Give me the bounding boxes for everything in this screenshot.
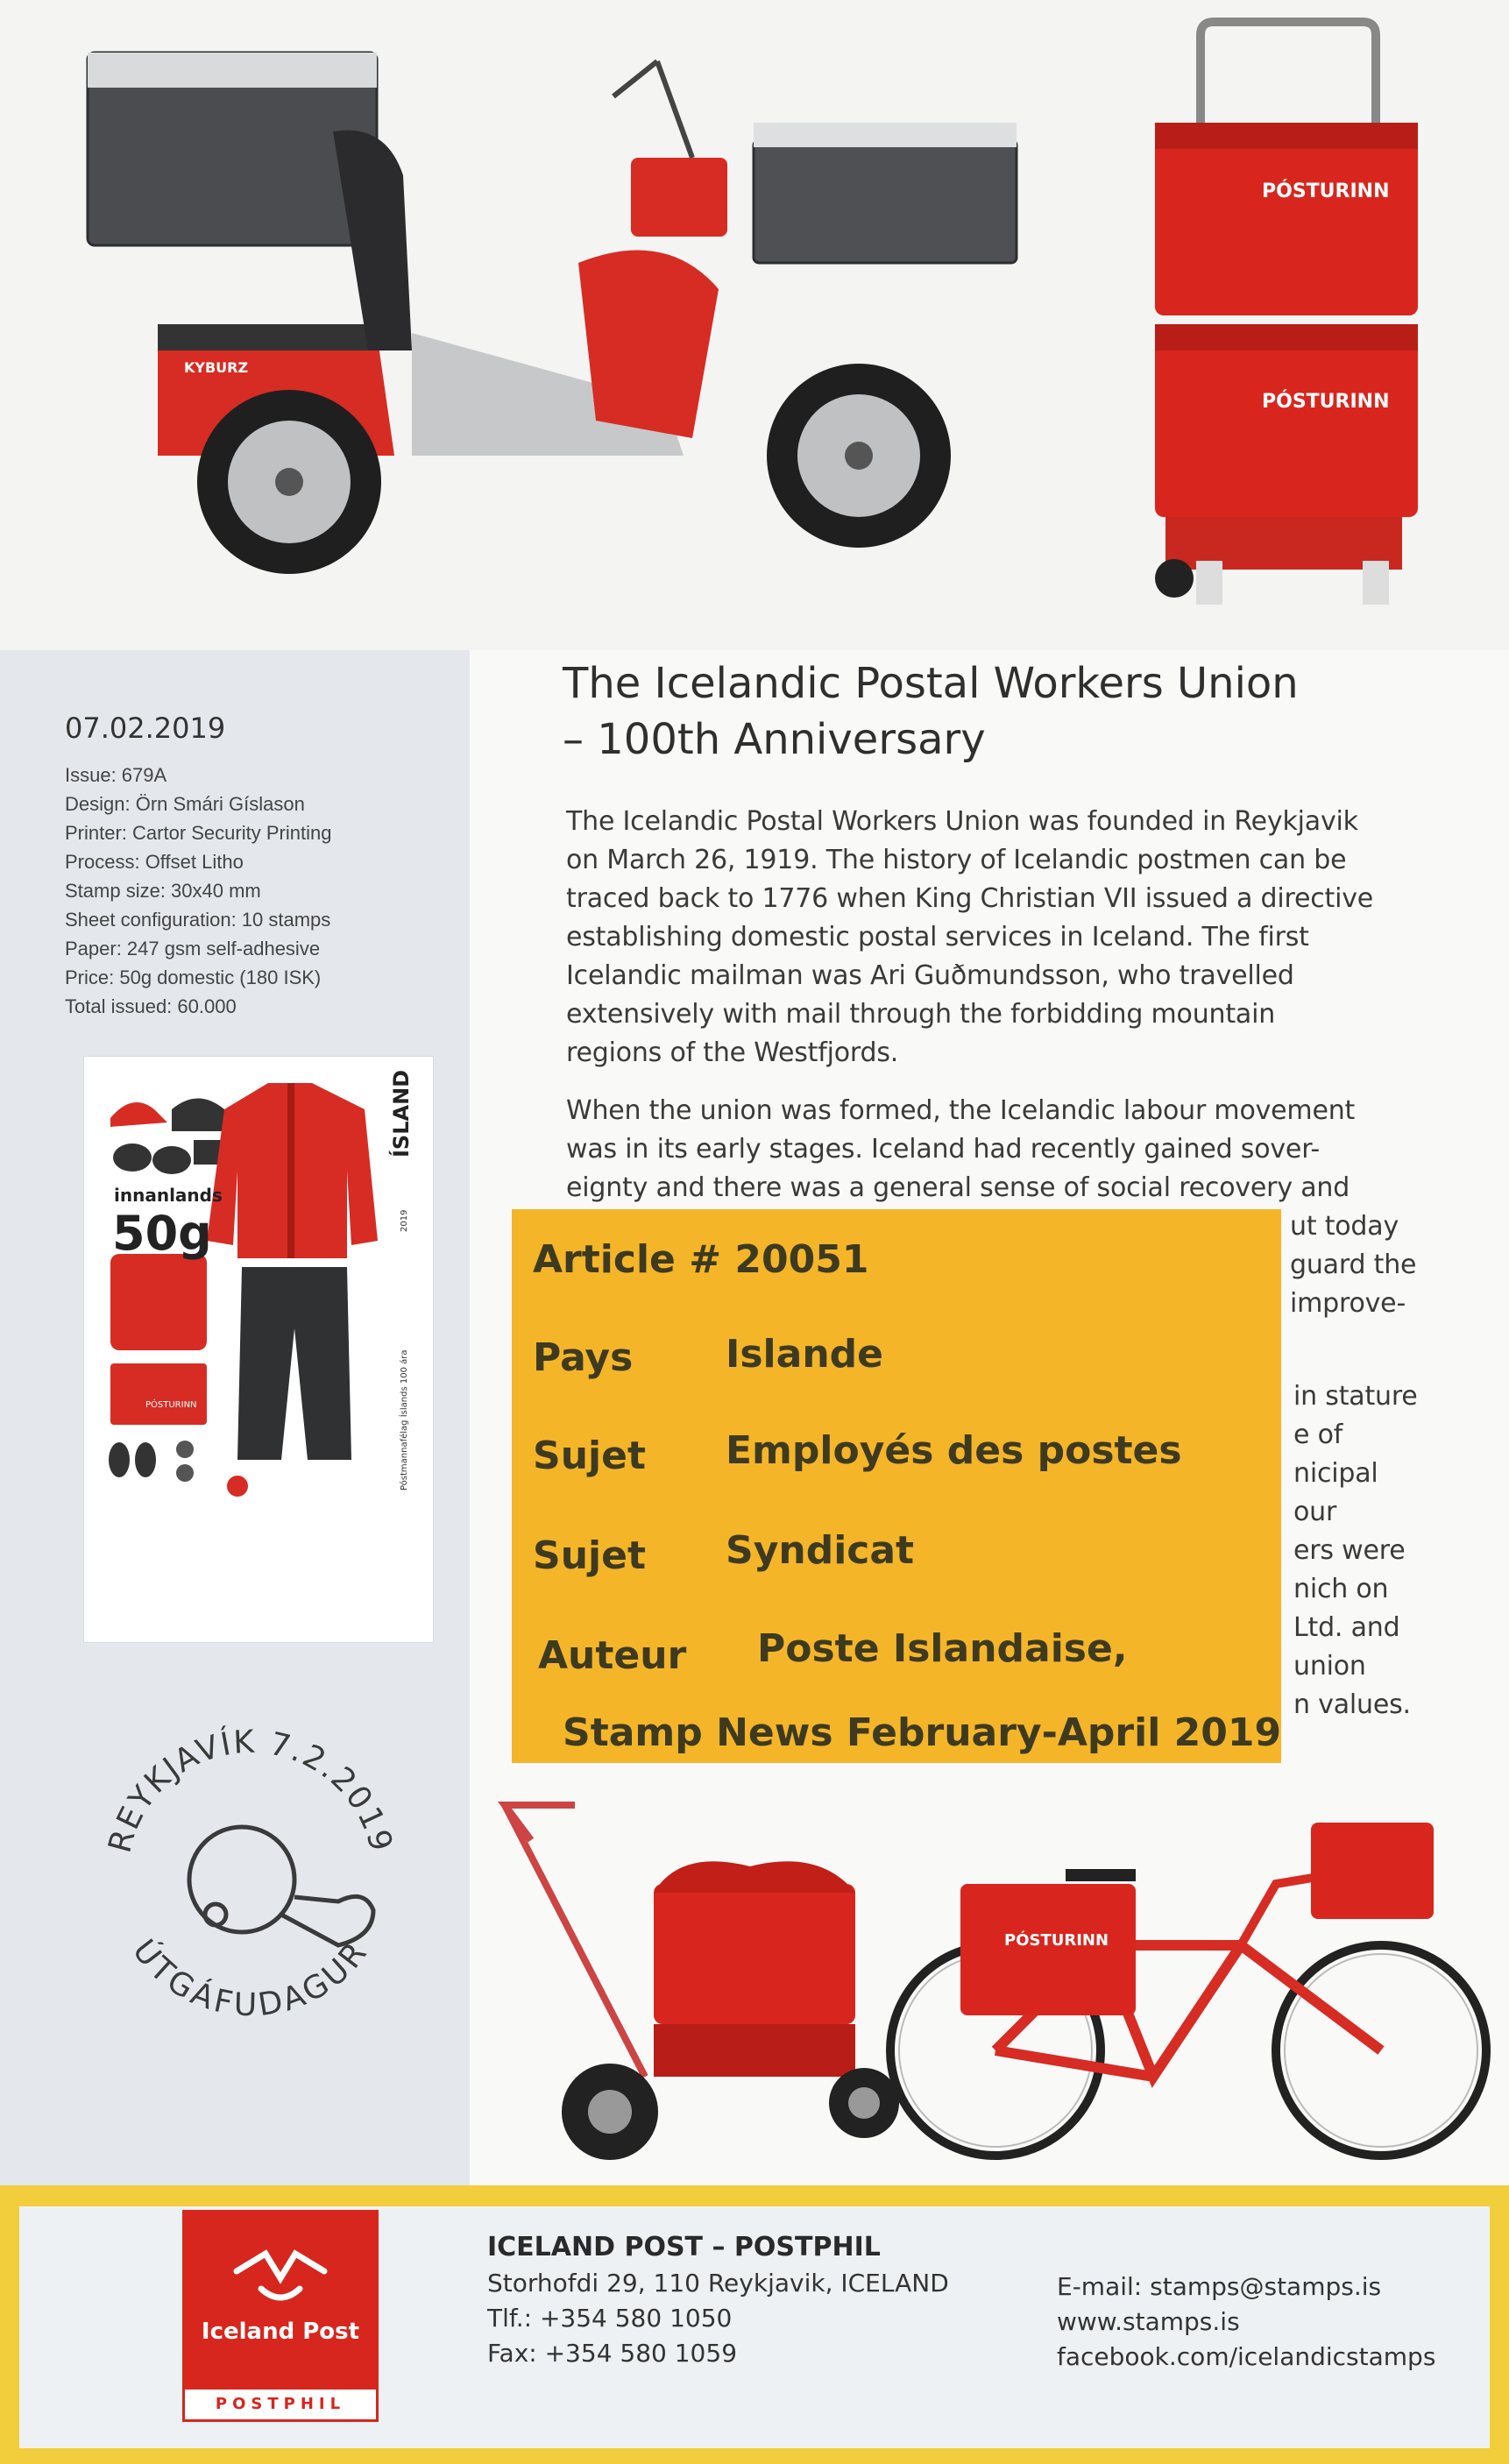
footer-org: ICELAND POST – POSTPHIL: [487, 2232, 881, 2262]
logo-strip: [182, 2387, 379, 2422]
logo-name: Iceland Post: [201, 2319, 360, 2345]
mailbag-icon: [110, 1363, 207, 1425]
issue-detail: Stamp size: 30x40 mm: [65, 880, 261, 902]
article-title: [563, 655, 1474, 768]
svg-text:REYKJAVÍK 7.2.2019: [102, 1724, 399, 1857]
stamp-artwork: [84, 1057, 433, 1642]
sticky-row-label: Auteur: [538, 1633, 687, 1678]
footer-address-block: [487, 2229, 995, 2371]
sticky-row-value: Islande: [726, 1332, 883, 1377]
electric-trike-image: [88, 53, 1017, 574]
article-line: Icelandic mailman was Ari Guðmundsson, who travelled: [566, 960, 1294, 991]
bottom-photos: [470, 1788, 1509, 2185]
stamp-year: 2019: [400, 1209, 409, 1232]
article-fragments: [1290, 1207, 1500, 1323]
footer-address: Storhofdi 29, 110 Reykjavik, ICELAND: [487, 2269, 949, 2298]
article-line: extensively with mail through the forbidding mountain: [566, 999, 1276, 1030]
stamp-rate-label: innanlands: [114, 1185, 223, 1206]
mail-trolley-image: [1155, 22, 1418, 605]
stamp-bag-label: PÓSTURINN: [145, 1400, 197, 1410]
sticky-label: [512, 1209, 1281, 1763]
postmark: [75, 1691, 426, 2042]
sticky-row-label: Pays: [533, 1335, 634, 1380]
mail-bicycle-image: [890, 1823, 1486, 2156]
article-fragment: Ltd. and: [1293, 1612, 1400, 1643]
iceland-post-logo: [182, 2210, 379, 2401]
issue-detail: Total issued: 60.000: [65, 995, 237, 1017]
footer-facebook-link[interactable]: facebook.com/icelandicstamps: [1057, 2342, 1436, 2371]
issue-date: 07.02.2019: [65, 712, 226, 745]
issue-detail: Issue: 679A: [65, 764, 167, 786]
article-line: traced back to 1776 when King Christian VII issued a directive: [566, 883, 1374, 914]
article-line: establishing domestic postal services in Iceland. The first: [566, 922, 1309, 952]
trolley-bag-label: PÓSTURINN: [1262, 391, 1390, 413]
sticky-row-value: Syndicat: [726, 1528, 915, 1573]
article-fragment: nicipal: [1293, 1458, 1378, 1489]
footer-web-link[interactable]: www.stamps.is: [1057, 2307, 1240, 2336]
article-fragment: union: [1293, 1651, 1366, 1682]
stamp-rate: 50g: [112, 1206, 212, 1261]
issue-detail: Paper: 247 gsm self-adhesive: [65, 938, 321, 959]
footer-contact-block: [1057, 2269, 1486, 2375]
article-fragment: e of: [1293, 1420, 1343, 1450]
header-photos: [0, 0, 1509, 650]
vest-icon: [110, 1254, 207, 1350]
sticky-row-value: Poste Islandaise,: [757, 1626, 1128, 1671]
footer-fax: Fax: +354 580 1059: [487, 2339, 738, 2368]
stamp-caption: Póstmannafélag Íslands 100 ára: [400, 1349, 409, 1490]
article-fragments: [1293, 1377, 1504, 1724]
article-fragment: our: [1293, 1497, 1337, 1527]
sticky-row-label: Sujet: [533, 1434, 646, 1478]
trolley-bag-label: PÓSTURINN: [1262, 181, 1390, 202]
article-title-line: – 100th Anniversary: [563, 715, 986, 764]
posthorn-icon: [182, 2210, 379, 2324]
bike-bag-label: PÓSTURINN: [1004, 1931, 1109, 1950]
article-fragment: guard the: [1290, 1250, 1417, 1280]
article-fragment: ut today: [1290, 1211, 1399, 1242]
postmark-bottom-text: ÚTGÁFUDAGUR: [124, 1933, 376, 2024]
posthorn-icon: [189, 1827, 373, 1945]
article-line: regions of the Westfjords.: [566, 1037, 899, 1068]
sticky-source: Stamp News February-April 2019: [563, 1710, 1282, 1755]
sticky-row-value: Employés des postes: [726, 1428, 1182, 1473]
article-fragment: improve-: [1290, 1288, 1406, 1319]
article-fragment: ers were: [1293, 1535, 1406, 1566]
sticky-row-label: Sujet: [533, 1533, 646, 1578]
article-line: on March 26, 1919. The history of Icelandic postmen can be: [566, 845, 1347, 875]
issue-details: [65, 761, 450, 1021]
article-title-line: The Icelandic Postal Workers Union: [563, 659, 1299, 708]
article-fragment: in stature: [1293, 1381, 1418, 1412]
issue-detail: Price: 50g domestic (180 ISK): [65, 966, 322, 988]
issue-detail: Sheet configuration: 10 stamps: [65, 909, 331, 931]
article-paragraph: [566, 1092, 1495, 1207]
article-paragraph: [566, 803, 1495, 1073]
article-line: was in its early stages. Iceland had recently gained sover-: [566, 1134, 1321, 1165]
footer-email[interactable]: E-mail: stamps@stamps.is: [1057, 2272, 1382, 2301]
footer-phone: Tlf.: +354 580 1050: [487, 2304, 733, 2333]
mail-cart-image: [505, 1805, 899, 2160]
logo-strip-text: POSTPHIL: [215, 2395, 346, 2413]
article-fragment: n values.: [1293, 1689, 1411, 1720]
article-line: The Icelandic Postal Workers Union was founded in Reykjavik: [566, 806, 1358, 837]
article-line: When the union was formed, the Icelandic labour movement: [566, 1095, 1356, 1126]
sticky-article-number: Article # 20051: [533, 1237, 869, 1282]
issue-detail: Printer: Cartor Security Printing: [65, 822, 332, 844]
article-fragment: nich on: [1293, 1574, 1389, 1604]
postmark-top-text: REYKJAVÍK 7.2.2019: [102, 1724, 400, 1857]
issue-detail: Design: Örn Smári Gíslason: [65, 793, 305, 815]
stamp-country: ÍSLAND: [389, 1069, 414, 1158]
article-line: eignty and there was a general sense of social recovery and: [566, 1172, 1350, 1203]
issue-detail: Process: Offset Litho: [65, 851, 244, 873]
trike-brand-label: KYBURZ: [184, 359, 249, 376]
